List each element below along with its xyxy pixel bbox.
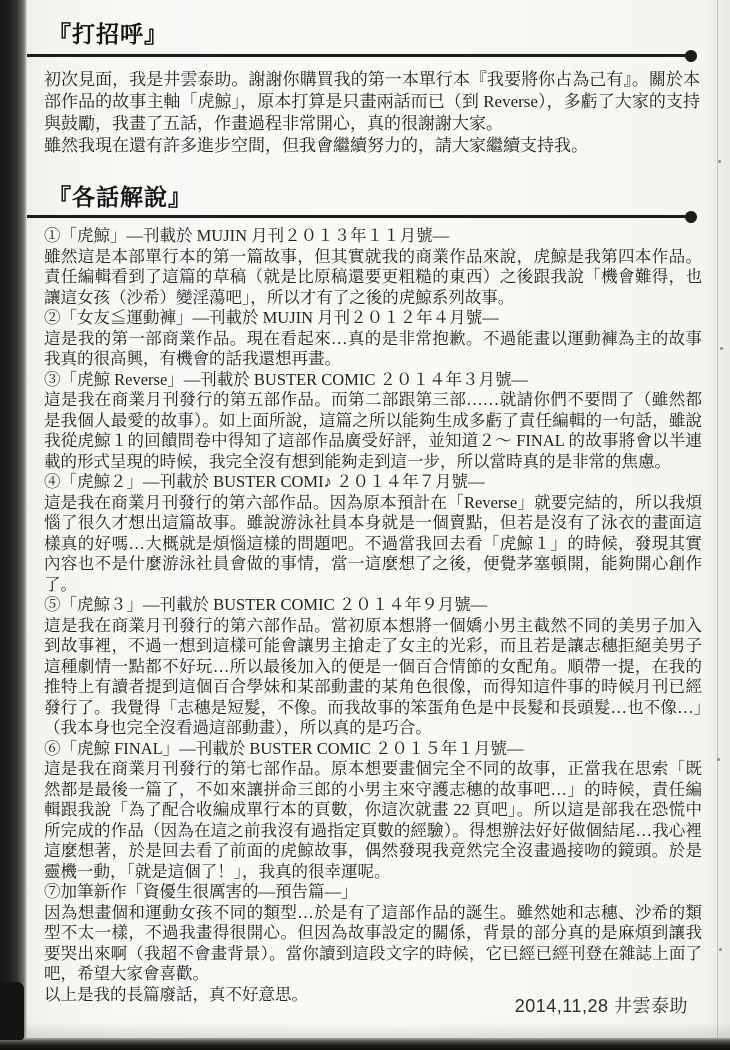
scan-noise xyxy=(718,160,721,163)
entry xyxy=(44,472,702,595)
scan-page-edge-line xyxy=(717,0,718,1050)
greeting-title: 『打招呼』 xyxy=(48,21,168,47)
commentary-title: 『各話解說』 xyxy=(48,184,192,210)
closing-note: 以上是我的長篇廢話，真不好意思。 xyxy=(44,984,308,1004)
greeting-paragraph: 雖然我現在還有許多進步空間，但我會繼續努力的，請大家繼續支持我。 xyxy=(44,136,588,155)
entry-heading: ①「虎鯨」—刊載於 MUJIN 月刊２０１３年１１月號— xyxy=(44,226,450,245)
commentary-section xyxy=(44,226,702,1005)
greeting-paragraph: 初次見面，我是井雲泰助。謝謝你購買我的第一本單行本『我要將你占為己有』。關於本部作品的故事主軸「虎鯨」，原本打算是只畫兩話而已（到 Reverse），多虧了大家的支持與鼓勵，我畫了五話，作畫過程非常開心，真的很謝謝大家。 xyxy=(44,70,700,133)
scan-noise xyxy=(717,758,720,761)
entry-heading: ③「虎鯨 Reverse」—刊載於 BUSTER COMIC ２０１４年３月號— xyxy=(44,369,528,389)
entry-body: 這是我在商業月刊發行的第七部作品。原本想要畫個完全不同的故事，正當我在思索「既然都是最後一篇了，不如來讓拼命三郎的小男主來守護志穗的故事吧…」的時候，責任編輯跟我說「為了配合收編成單行本的頁數，你這次就畫 22 頁吧」。所以這是部我在恐慌中所完成的作品（因為在這之前我沒有過指定頁數的經驗）。得想辦法好好做個結尾…我心裡這麼想著，於是回去看了前面的虎鯨故事，偶然發現我竟然完全沒畫過接吻的鏡頭。於是靈機一動，「就是這個了！」，我真的很幸運呢。 xyxy=(44,759,702,881)
greeting-divider xyxy=(27,54,691,57)
entry-heading: ②「女友≦運動褲」—刊載於 MUJIN 月刊２０１２年４月號— xyxy=(44,308,499,327)
entry-body: 這是我在商業月刊發行的第五部作品。而第二部跟第三部……就請你們不要問了（雖然都是我個人最愛的故事）。如上面所說，這篇之所以能夠生成多虧了責任編輯的一句話，雖說我從虎鯨１的回饋問卷中得知了這部作品廣受好評，並知道２～ FINAL 的故事將會以半連載的形式呈現的時候，我完全沒有想到能夠走到這一步，所以當時真的是非常的焦慮。 xyxy=(44,390,702,471)
entry xyxy=(44,595,702,739)
scan-noise xyxy=(719,948,722,951)
entry-heading: ④「虎鯨２」—刊載於 BUSTER COMI♪ ２０１４年７月號— xyxy=(44,472,485,491)
rule-end-dot-icon xyxy=(685,211,697,223)
entry xyxy=(44,308,702,370)
entry-body: 因為想畫個和運動女孩不同的類型…於是有了這部作品的誕生。雖然她和志穗、沙希的類型不太一樣，不過我畫得很開心。但因為故事設定的關係，背景的部分真的是麻煩到讓我要哭出來啊（我超不會畫背景）。當你讀到這段文字的時候，它已經已經刊登在雜誌上面了吧，希望大家會喜歡。 xyxy=(44,902,702,983)
entry-heading: ⑥「虎鯨 FINAL」—刊載於 BUSTER COMIC ２０１５年１月號— xyxy=(44,738,524,758)
scan-noise xyxy=(720,347,723,350)
entry-body: 這是我的第一部商業作品。現在看起來…真的是非常抱歉。不過能畫以運動褲為主的故事我真的很高興，有機會的話我還想再畫。 xyxy=(44,328,702,368)
greeting-section xyxy=(44,69,700,157)
scan-edge-bottom xyxy=(0,1038,730,1050)
entry xyxy=(44,370,702,473)
scan-bottom-shadow xyxy=(0,1022,730,1038)
rule-end-dot-icon xyxy=(685,50,697,62)
scan-corner-blob xyxy=(0,982,24,1040)
entry xyxy=(44,882,702,985)
commentary-divider xyxy=(27,215,691,218)
entry xyxy=(44,739,702,883)
entry-body: 這是我在商業月刊發行的第六部作品。因為原本預計在「Reverse」就要完結的，所以我煩惱了很久才想出這篇故事。雖說游泳社員本身就是一個賣點，但若是沒有了泳衣的畫面這樣真的好嗎…大概就是煩惱這樣的問題吧。不過當我回去看「虎鯨１」的時候，發現其實內容也不是什麼游泳社員會做的事情，當一這麼想了之後，便覺茅塞頓開，能夠開心創作了。 xyxy=(44,492,702,594)
entry-body: 這是我在商業月刊發行的第六部作品。當初原本想將一個嬌小男主截然不同的美男子加入到故事裡，不過一想到這樣可能會讓男主搶走了女主的光彩，而且若是讓志穗拒絕美男子這種劇情一點都不好玩…所以最後加入的便是一個百合情節的女配角。順帶一提，在我的推特上有讀者提到這個百合學妹和某部動畫的某角色很像，而得知這件事的時候月刊已經發行了。我覺得「志穗是短髮，不像。而我故事的笨蛋角色是中長髮和長頭髮…也不像…」（我本身也完全沒看過這部動畫），所以真的是巧合。 xyxy=(44,615,702,737)
entry-heading: ⑤「虎鯨３」—刊載於 BUSTER COMIC ２０１４年９月號— xyxy=(44,595,488,614)
entry-heading: ⑦加筆新作「資優生很厲害的—預告篇—」 xyxy=(44,882,358,901)
signature-date: 2014,11,28 井雲泰助 xyxy=(514,996,688,1016)
entry-body: 雖然這是本部單行本的第一篇故事，但其實就我的商業作品來說，虎鯨是我第四本作品。責任編輯看到了這篇的草稿（就是比原稿還要更粗糙的東西）之後跟我說「機會難得，也讓這女孩（沙希）變淫蕩吧」，所以才有了之後的虎鯨系列故事。 xyxy=(44,246,702,307)
scan-gutter-left xyxy=(0,0,27,1050)
entry xyxy=(44,226,702,308)
